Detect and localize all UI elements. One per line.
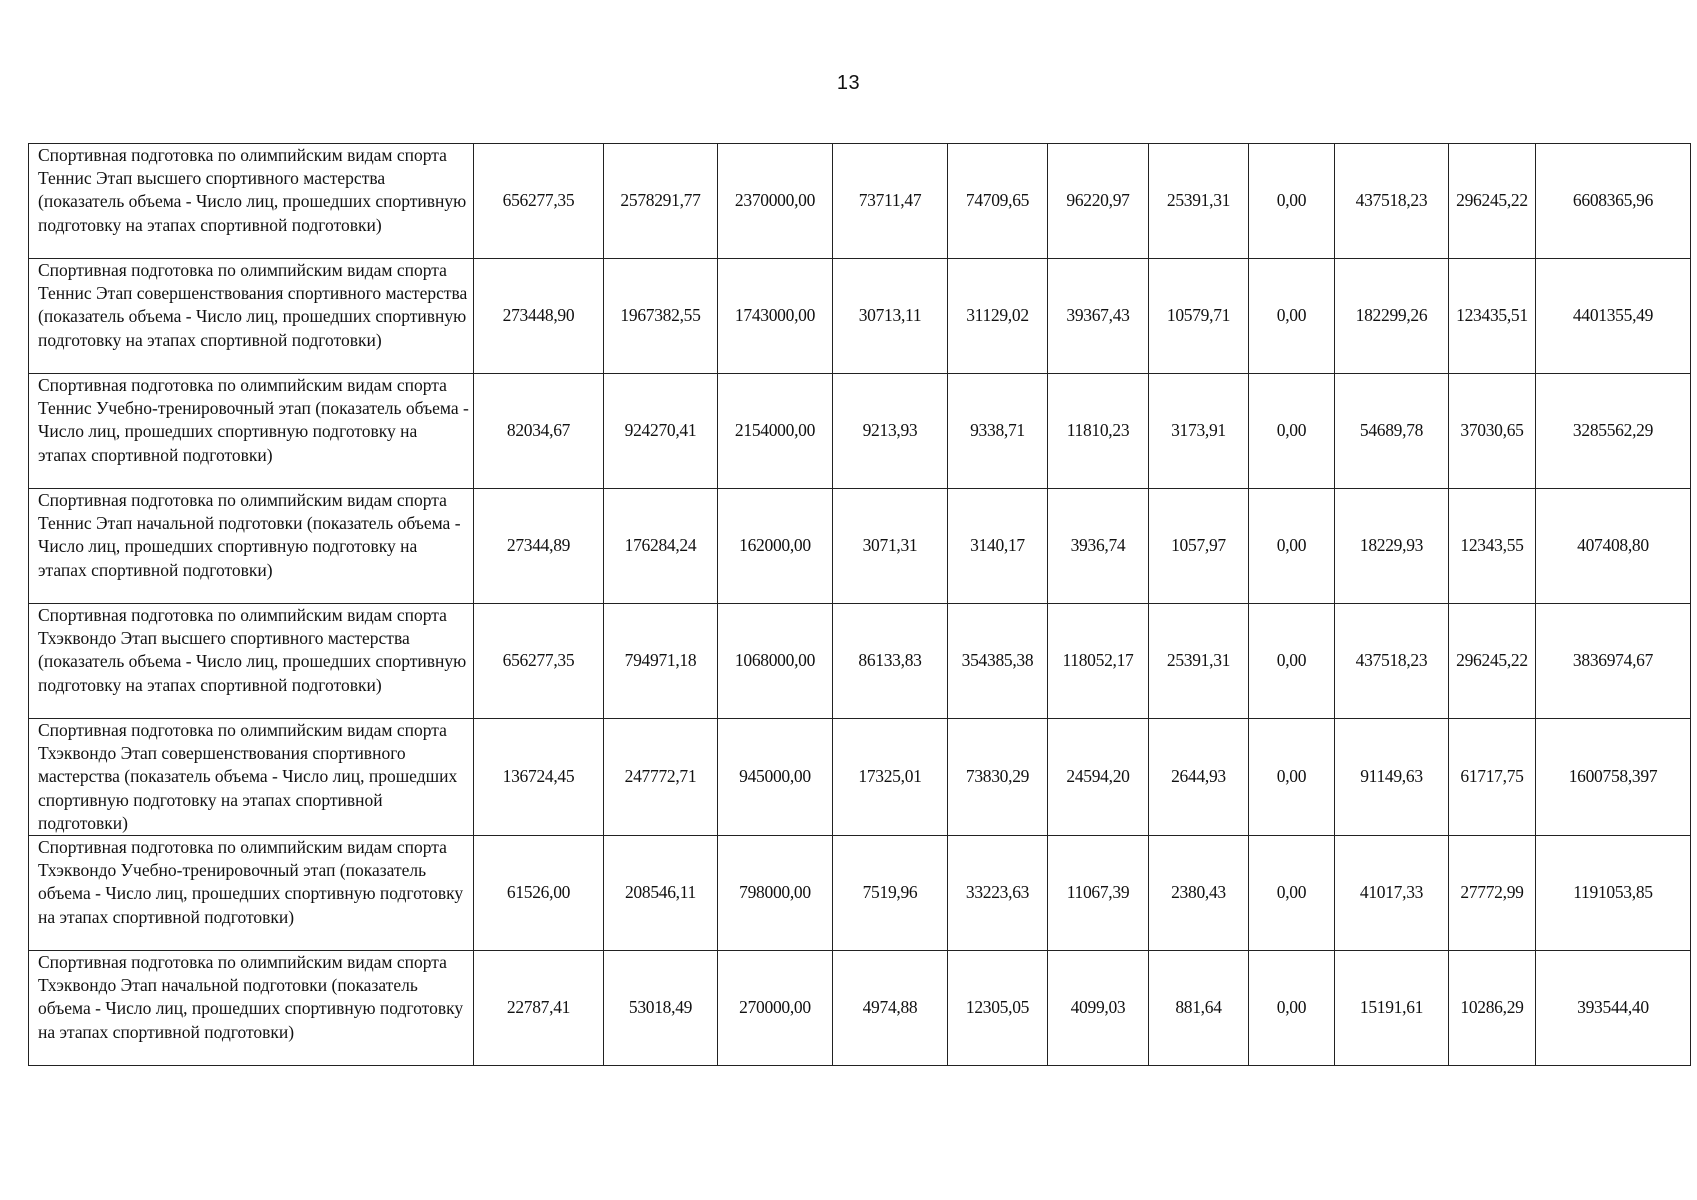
row-description: Спортивная подготовка по олимпийским видам спорта Тхэквондо Этап совершенствования спортивного мастерства (показатель объема - Число лиц, прошедших спортивную подготовку на этапах спортивной подготовки) <box>29 719 474 836</box>
data-table <box>28 143 1691 1066</box>
row-value: 24594,20 <box>1048 719 1149 836</box>
row-description: Спортивная подготовка по олимпийским видам спорта Теннис Этап совершенствования спортивного мастерства (показатель объема - Число лиц, прошедших спортивную подготовку на этапах спортивной подготовки) <box>29 259 474 374</box>
row-value: 3071,31 <box>833 489 948 604</box>
row-value: 25391,31 <box>1149 604 1249 719</box>
row-value: 945000,00 <box>718 719 833 836</box>
row-value: 407408,80 <box>1536 489 1691 604</box>
row-value: 7519,96 <box>833 836 948 951</box>
row-value: 1967382,55 <box>604 259 718 374</box>
row-value: 3836974,67 <box>1536 604 1691 719</box>
row-value: 53018,49 <box>604 951 718 1066</box>
row-value: 2380,43 <box>1149 836 1249 951</box>
row-value: 11810,23 <box>1048 374 1149 489</box>
row-value: 881,64 <box>1149 951 1249 1066</box>
page-number: 13 <box>836 72 861 94</box>
row-value: 6608365,96 <box>1536 144 1691 259</box>
row-value: 273448,90 <box>474 259 604 374</box>
row-description: Спортивная подготовка по олимпийским видам спорта Теннис Этап начальной подготовки (показатель объема - Число лиц, прошедших спортивную подготовку на этапах спортивной подготовки) <box>29 489 474 604</box>
row-value: 2154000,00 <box>718 374 833 489</box>
row-value: 15191,61 <box>1335 951 1449 1066</box>
row-value: 393544,40 <box>1536 951 1691 1066</box>
row-description: Спортивная подготовка по олимпийским видам спорта Теннис Этап высшего спортивного мастерства (показатель объема - Число лиц, прошедших спортивную подготовку на этапах спортивной подготовки) <box>29 144 474 259</box>
row-value: 73711,47 <box>833 144 948 259</box>
row-value: 2370000,00 <box>718 144 833 259</box>
row-description: Спортивная подготовка по олимпийским видам спорта Теннис Учебно-тренировочный этап (показатель объема - Число лиц, прошедших спортивную подготовку на этапах спортивной подготовки) <box>29 374 474 489</box>
row-value: 437518,23 <box>1335 604 1449 719</box>
row-value: 118052,17 <box>1048 604 1149 719</box>
table-row <box>29 719 1691 836</box>
row-value: 25391,31 <box>1149 144 1249 259</box>
table-row <box>29 951 1691 1066</box>
row-value: 2644,93 <box>1149 719 1249 836</box>
table-row <box>29 489 1691 604</box>
row-value: 0,00 <box>1249 374 1335 489</box>
row-value: 10579,71 <box>1149 259 1249 374</box>
row-value: 27772,99 <box>1449 836 1536 951</box>
row-value: 208546,11 <box>604 836 718 951</box>
row-value: 354385,38 <box>948 604 1048 719</box>
row-value: 656277,35 <box>474 144 604 259</box>
row-value: 296245,22 <box>1449 604 1536 719</box>
row-value: 437518,23 <box>1335 144 1449 259</box>
row-value: 12305,05 <box>948 951 1048 1066</box>
row-value: 1743000,00 <box>718 259 833 374</box>
row-value: 247772,71 <box>604 719 718 836</box>
row-value: 9338,71 <box>948 374 1048 489</box>
row-value: 0,00 <box>1249 951 1335 1066</box>
row-value: 924270,41 <box>604 374 718 489</box>
row-value: 123435,51 <box>1449 259 1536 374</box>
row-value: 0,00 <box>1249 259 1335 374</box>
row-description: Спортивная подготовка по олимпийским видам спорта Тхэквондо Учебно-тренировочный этап (показатель объема - Число лиц, прошедших спортивную подготовку на этапах спортивной подготовки) <box>29 836 474 951</box>
row-value: 0,00 <box>1249 489 1335 604</box>
row-value: 73830,29 <box>948 719 1048 836</box>
table-row <box>29 259 1691 374</box>
row-value: 31129,02 <box>948 259 1048 374</box>
row-value: 96220,97 <box>1048 144 1149 259</box>
row-value: 0,00 <box>1249 719 1335 836</box>
row-value: 18229,93 <box>1335 489 1449 604</box>
row-value: 9213,93 <box>833 374 948 489</box>
row-value: 10286,29 <box>1449 951 1536 1066</box>
row-value: 296245,22 <box>1449 144 1536 259</box>
row-value: 61717,75 <box>1449 719 1536 836</box>
row-value: 3936,74 <box>1048 489 1149 604</box>
row-value: 0,00 <box>1249 836 1335 951</box>
row-value: 798000,00 <box>718 836 833 951</box>
row-value: 4099,03 <box>1048 951 1149 1066</box>
table-row <box>29 604 1691 719</box>
row-value: 39367,43 <box>1048 259 1149 374</box>
row-value: 33223,63 <box>948 836 1048 951</box>
row-value: 22787,41 <box>474 951 604 1066</box>
row-value: 41017,33 <box>1335 836 1449 951</box>
row-value: 1057,97 <box>1149 489 1249 604</box>
row-value: 1600758,397 <box>1536 719 1691 836</box>
row-value: 0,00 <box>1249 144 1335 259</box>
row-value: 3140,17 <box>948 489 1048 604</box>
table-body <box>29 144 1691 1066</box>
row-value: 61526,00 <box>474 836 604 951</box>
row-value: 11067,39 <box>1048 836 1149 951</box>
row-value: 176284,24 <box>604 489 718 604</box>
row-value: 12343,55 <box>1449 489 1536 604</box>
row-value: 656277,35 <box>474 604 604 719</box>
table-row <box>29 144 1691 259</box>
row-value: 30713,11 <box>833 259 948 374</box>
row-value: 3285562,29 <box>1536 374 1691 489</box>
row-value: 1068000,00 <box>718 604 833 719</box>
row-value: 0,00 <box>1249 604 1335 719</box>
row-value: 37030,65 <box>1449 374 1536 489</box>
row-value: 270000,00 <box>718 951 833 1066</box>
row-value: 3173,91 <box>1149 374 1249 489</box>
row-description: Спортивная подготовка по олимпийским видам спорта Тхэквондо Этап высшего спортивного мастерства (показатель объема - Число лиц, прошедших спортивную подготовку на этапах спортивной подготовки) <box>29 604 474 719</box>
row-value: 162000,00 <box>718 489 833 604</box>
table-row <box>29 836 1691 951</box>
row-value: 86133,83 <box>833 604 948 719</box>
row-value: 82034,67 <box>474 374 604 489</box>
row-value: 182299,26 <box>1335 259 1449 374</box>
row-description: Спортивная подготовка по олимпийским видам спорта Тхэквондо Этап начальной подготовки (показатель объема - Число лиц, прошедших спортивную подготовку на этапах спортивной подготовки) <box>29 951 474 1066</box>
row-value: 74709,65 <box>948 144 1048 259</box>
row-value: 17325,01 <box>833 719 948 836</box>
row-value: 136724,45 <box>474 719 604 836</box>
row-value: 1191053,85 <box>1536 836 1691 951</box>
row-value: 91149,63 <box>1335 719 1449 836</box>
row-value: 27344,89 <box>474 489 604 604</box>
table-row <box>29 374 1691 489</box>
row-value: 54689,78 <box>1335 374 1449 489</box>
row-value: 2578291,77 <box>604 144 718 259</box>
row-value: 4401355,49 <box>1536 259 1691 374</box>
row-value: 4974,88 <box>833 951 948 1066</box>
row-value: 794971,18 <box>604 604 718 719</box>
